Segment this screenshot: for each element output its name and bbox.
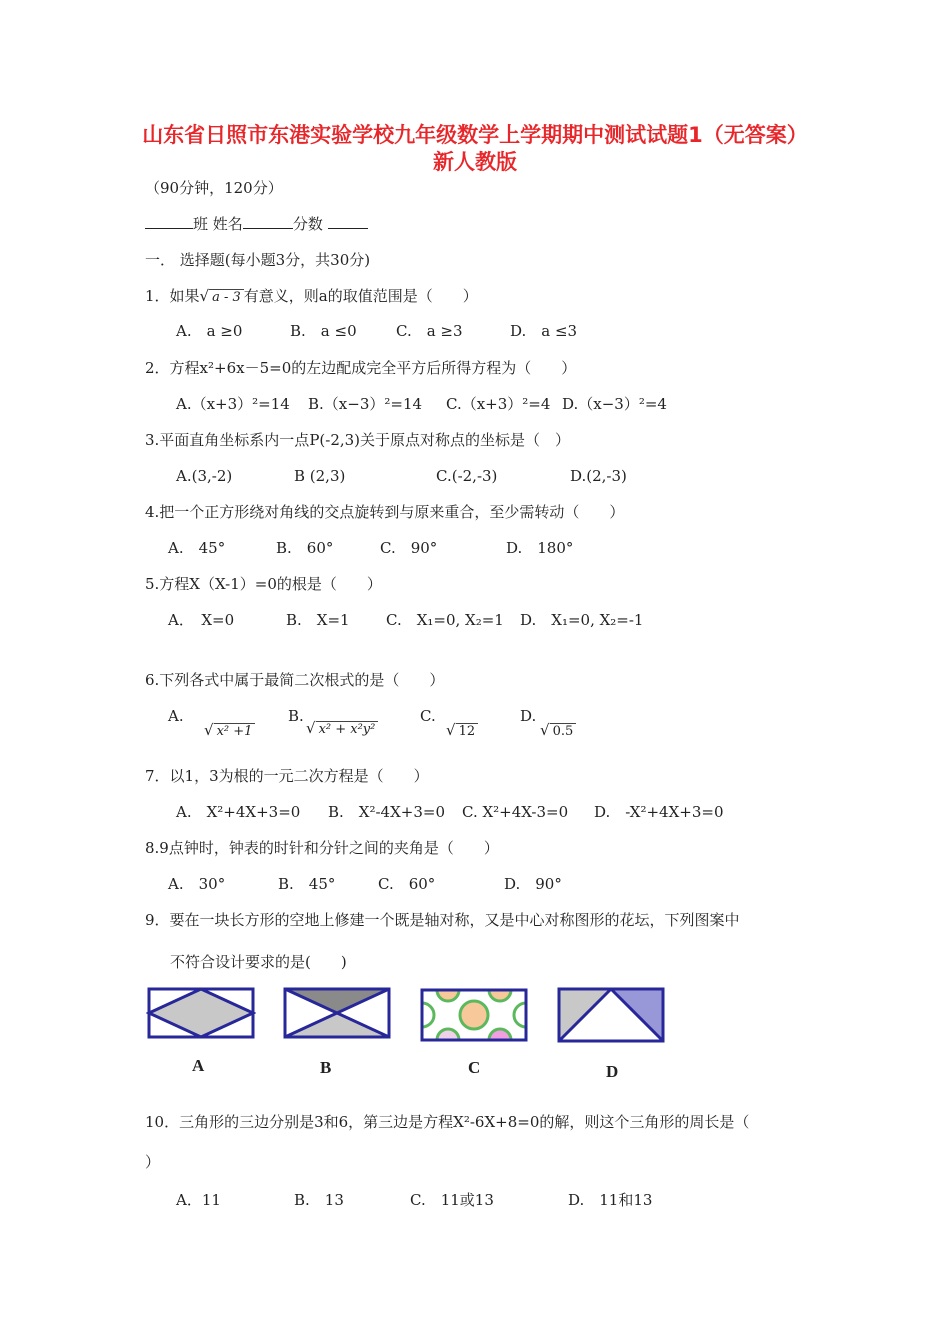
- q1-option-a[interactable]: A. a ≥0: [176, 322, 243, 340]
- section-heading: 一． 选择题(每小题3分，共30分): [145, 251, 371, 269]
- q5-option-a[interactable]: A． X=0: [168, 611, 235, 629]
- q3-option-a[interactable]: A.(3,-2): [176, 467, 233, 485]
- q10-option-b[interactable]: B. 13: [294, 1191, 344, 1209]
- q4-option-c[interactable]: C. 90°: [380, 539, 438, 557]
- figure-d[interactable]: [556, 986, 666, 1044]
- question-4: 4.把一个正方形绕对角线的交点旋转到与原来重合，至少需转动（ ）: [145, 503, 625, 521]
- q7-option-c[interactable]: C. X²+4X-3=0: [462, 803, 569, 821]
- q1-radical: a - 3: [209, 289, 244, 305]
- q8-option-b[interactable]: B. 45°: [278, 875, 336, 893]
- question-5: 5.方程X（X-1）=0的根是（ ）: [145, 575, 382, 593]
- q2-option-b[interactable]: B.（x−3）²=14: [308, 395, 423, 413]
- q6-option-c-label[interactable]: C.: [420, 707, 436, 725]
- q6-radical-c: √ 12: [446, 720, 478, 740]
- score-blank: [328, 214, 368, 229]
- q8-option-a[interactable]: A. 30°: [168, 875, 226, 893]
- figure-b[interactable]: [282, 986, 392, 1042]
- question-6: 6.下列各式中属于最简二次根式的是（ ）: [145, 671, 445, 689]
- question-8: 8.9点钟时，钟表的时针和分针之间的夹角是（ ）: [145, 839, 499, 857]
- score-label: 分数: [292, 215, 323, 233]
- q3-option-d[interactable]: D.(2,-3): [570, 467, 627, 485]
- q3-option-c[interactable]: C.(-2,-3): [436, 467, 498, 485]
- figure-label-b: B: [320, 1058, 332, 1077]
- q1-post: 有意义，则a的取值范围是（ ）: [243, 287, 478, 305]
- figure-label-c: C: [468, 1058, 481, 1077]
- q1-option-d[interactable]: D. a ≤3: [510, 322, 578, 340]
- class-blank: [145, 214, 193, 229]
- q4-option-b[interactable]: B. 60°: [276, 539, 334, 557]
- question-9-line2: 不符合设计要求的是( ): [170, 953, 347, 971]
- question-10-line1: 10．三角形的三边分别是3和6，第三边是方程X²-6X+8=0的解，则这个三角形的周长是（: [145, 1113, 750, 1131]
- figure-label-d: D: [606, 1062, 619, 1081]
- q3-option-b[interactable]: B (2,3): [294, 467, 346, 485]
- figure-label-a: A: [192, 1056, 205, 1075]
- q1-pre: 1．如果: [145, 287, 200, 305]
- q10-option-a[interactable]: A．11: [176, 1191, 221, 1209]
- q5-option-b[interactable]: B. X=1: [286, 611, 350, 629]
- q4-option-a[interactable]: A. 45°: [168, 539, 226, 557]
- q7-option-d[interactable]: D. -X²+4X+3=0: [594, 803, 724, 821]
- q6-radical-a: √ x² +1: [204, 720, 255, 740]
- figure-c[interactable]: [418, 986, 530, 1044]
- question-7: 7．以1，3为根的一元二次方程是（ ）: [145, 767, 429, 785]
- name-label: 姓名: [212, 215, 243, 233]
- q6-radical-d: √ 0.5: [540, 720, 576, 740]
- q2-option-a[interactable]: A.（x+3）²=14: [176, 395, 290, 413]
- figure-a[interactable]: [146, 986, 256, 1042]
- name-blank: [243, 214, 293, 229]
- question-3: 3.平面直角坐标系内一点P(-2,3)关于原点对称点的坐标是（ ）: [145, 431, 571, 449]
- question-2: 2．方程x²+6x－5=0的左边配成完全平方后所得方程为（ ）: [145, 359, 577, 377]
- q8-option-d[interactable]: D. 90°: [504, 875, 562, 893]
- q7-option-b[interactable]: B. X²-4X+3=0: [328, 803, 445, 821]
- exam-meta: （90分钟，120分）: [145, 179, 283, 197]
- q6-radical-b: √ x² + x²y²: [306, 718, 378, 738]
- page-title: 山东省日照市东港实验学校九年级数学上学期期中测试试题1（无答案） 新人教版: [142, 123, 808, 174]
- question-9-line1: 9．要在一块长方形的空地上修建一个既是轴对称，又是中心对称图形的花坛，下列图案中: [145, 911, 740, 929]
- q6-option-a-label[interactable]: A.: [168, 707, 184, 725]
- q8-option-c[interactable]: C. 60°: [378, 875, 436, 893]
- student-fields: [145, 214, 368, 234]
- q4-option-d[interactable]: D. 180°: [506, 539, 574, 557]
- q2-option-c[interactable]: C.（x+3）²=4: [446, 395, 551, 413]
- q5-option-d[interactable]: D. X₁=0, X₂=-1: [520, 611, 644, 629]
- q2-option-d[interactable]: D.（x−3）²=4: [562, 395, 667, 413]
- q1-option-b[interactable]: B. a ≤0: [290, 322, 357, 340]
- question-10-line2: ）: [145, 1153, 161, 1171]
- q6-option-b-label[interactable]: B.: [288, 707, 304, 725]
- q6-option-d-label[interactable]: D.: [520, 707, 537, 725]
- q10-option-c[interactable]: C. 11或13: [410, 1191, 494, 1209]
- question-1: 1．如果√ a - 3 有意义，则a的取值范围是（ ）: [145, 287, 478, 305]
- q7-option-a[interactable]: A. X²+4X+3=0: [176, 803, 301, 821]
- q10-option-d[interactable]: D. 11和13: [568, 1191, 653, 1209]
- class-label: 班: [193, 215, 209, 233]
- q5-option-c[interactable]: C. X₁=0, X₂=1: [386, 611, 504, 629]
- q1-option-c[interactable]: C. a ≥3: [396, 322, 463, 340]
